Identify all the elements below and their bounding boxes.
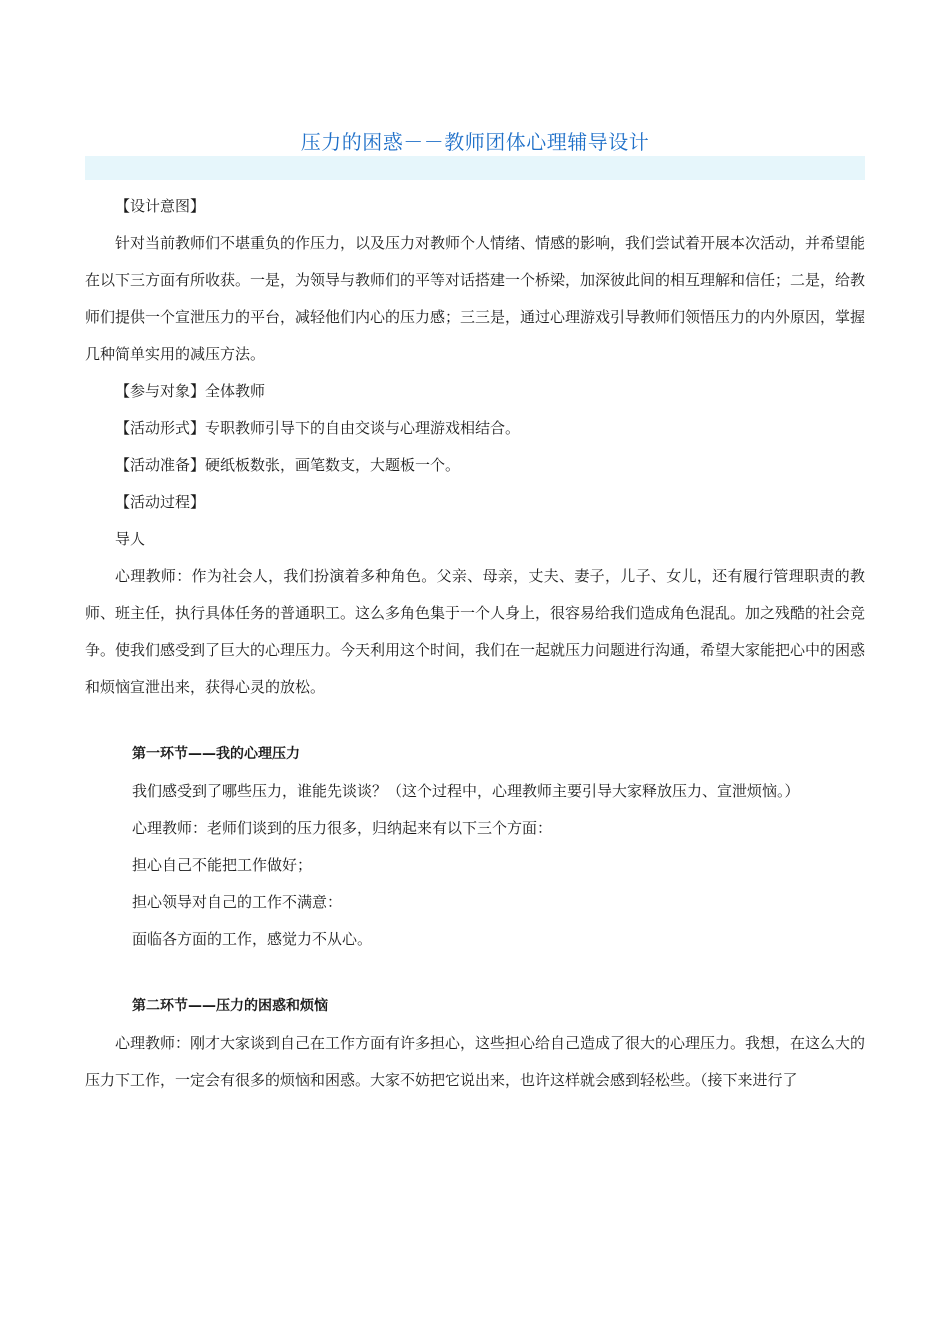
activity-form-line: 【活动形式】专职教师引导下的自由交谈与心理游戏相结合。 xyxy=(115,419,521,437)
section-1-line: 担心自己不能把工作做好； xyxy=(132,856,313,874)
document-title: 压力的困惑－－教师团体心理辅导设计 xyxy=(300,130,650,154)
design-intent-label: 【设计意图】 xyxy=(115,197,206,215)
activity-process-label: 【活动过程】 xyxy=(115,493,206,511)
section-2-paragraph: 心理教师：刚才大家谈到自己在工作方面有许多担心，这些担心给自己造成了很大的心理压力。我想，在这么大的压力下工作，一定会有很多的烦恼和困惑。大家不妨把它说出来，也许这样就会感到轻松些。（接下来进行了 xyxy=(85,1034,866,1089)
intro-paragraph: 心理教师：作为社会人，我们扮演着多种角色。父亲、母亲，丈夫、妻子，儿子、女儿，还有履行管理职责的教师、班主任，执行具体任务的普通职工。这么多角色集于一个人身上，很容易给我们造成角色混乱。加之残酷的社会竞争。使我们感受到了巨大的心理压力。今天利用这个时间，我们在一起就压力问题进行沟通，希望大家能把心中的困惑和烦恼宣泄出来，获得心灵的放松。 xyxy=(85,567,866,696)
document-body xyxy=(85,188,865,1099)
section-1-line: 心理教师：老师们谈到的压力很多，归纳起来有以下三个方面： xyxy=(132,819,553,837)
section-1-line: 担心领导对自己的工作不满意： xyxy=(132,893,343,911)
participants-line: 【参与对象】全体教师 xyxy=(115,382,266,400)
activity-preparation-line: 【活动准备】硬纸板数张，画笔数支，大题板一个。 xyxy=(115,456,461,474)
section-1-line: 我们感受到了哪些压力，谁能先谈谈？（这个过程中，心理教师主要引导大家释放压力、宣泄烦恼。） xyxy=(132,782,800,800)
section-1-line: 面临各方面的工作，感觉力不从心。 xyxy=(132,930,373,948)
intro-label: 导人 xyxy=(115,530,146,548)
title-highlight-band xyxy=(85,156,865,180)
section-1-heading: 第一环节——我的心理压力 xyxy=(132,746,300,762)
section-2-heading: 第二环节——压力的困惑和烦恼 xyxy=(132,998,328,1014)
design-intent-paragraph: 针对当前教师们不堪重负的作压力，以及压力对教师个人情绪、情感的影响，我们尝试着开展本次活动，并希望能在以下三方面有所收获。一是，为领导与教师们的平等对话搭建一个桥梁，加深彼此间的相互理解和信任；二是，给教师们提供一个宣泄压力的平台，减轻他们内心的压力感；三三是，通过心理游戏引导教师们领悟压力的内外原因，掌握几种简单实用的减压方法。 xyxy=(85,234,866,363)
